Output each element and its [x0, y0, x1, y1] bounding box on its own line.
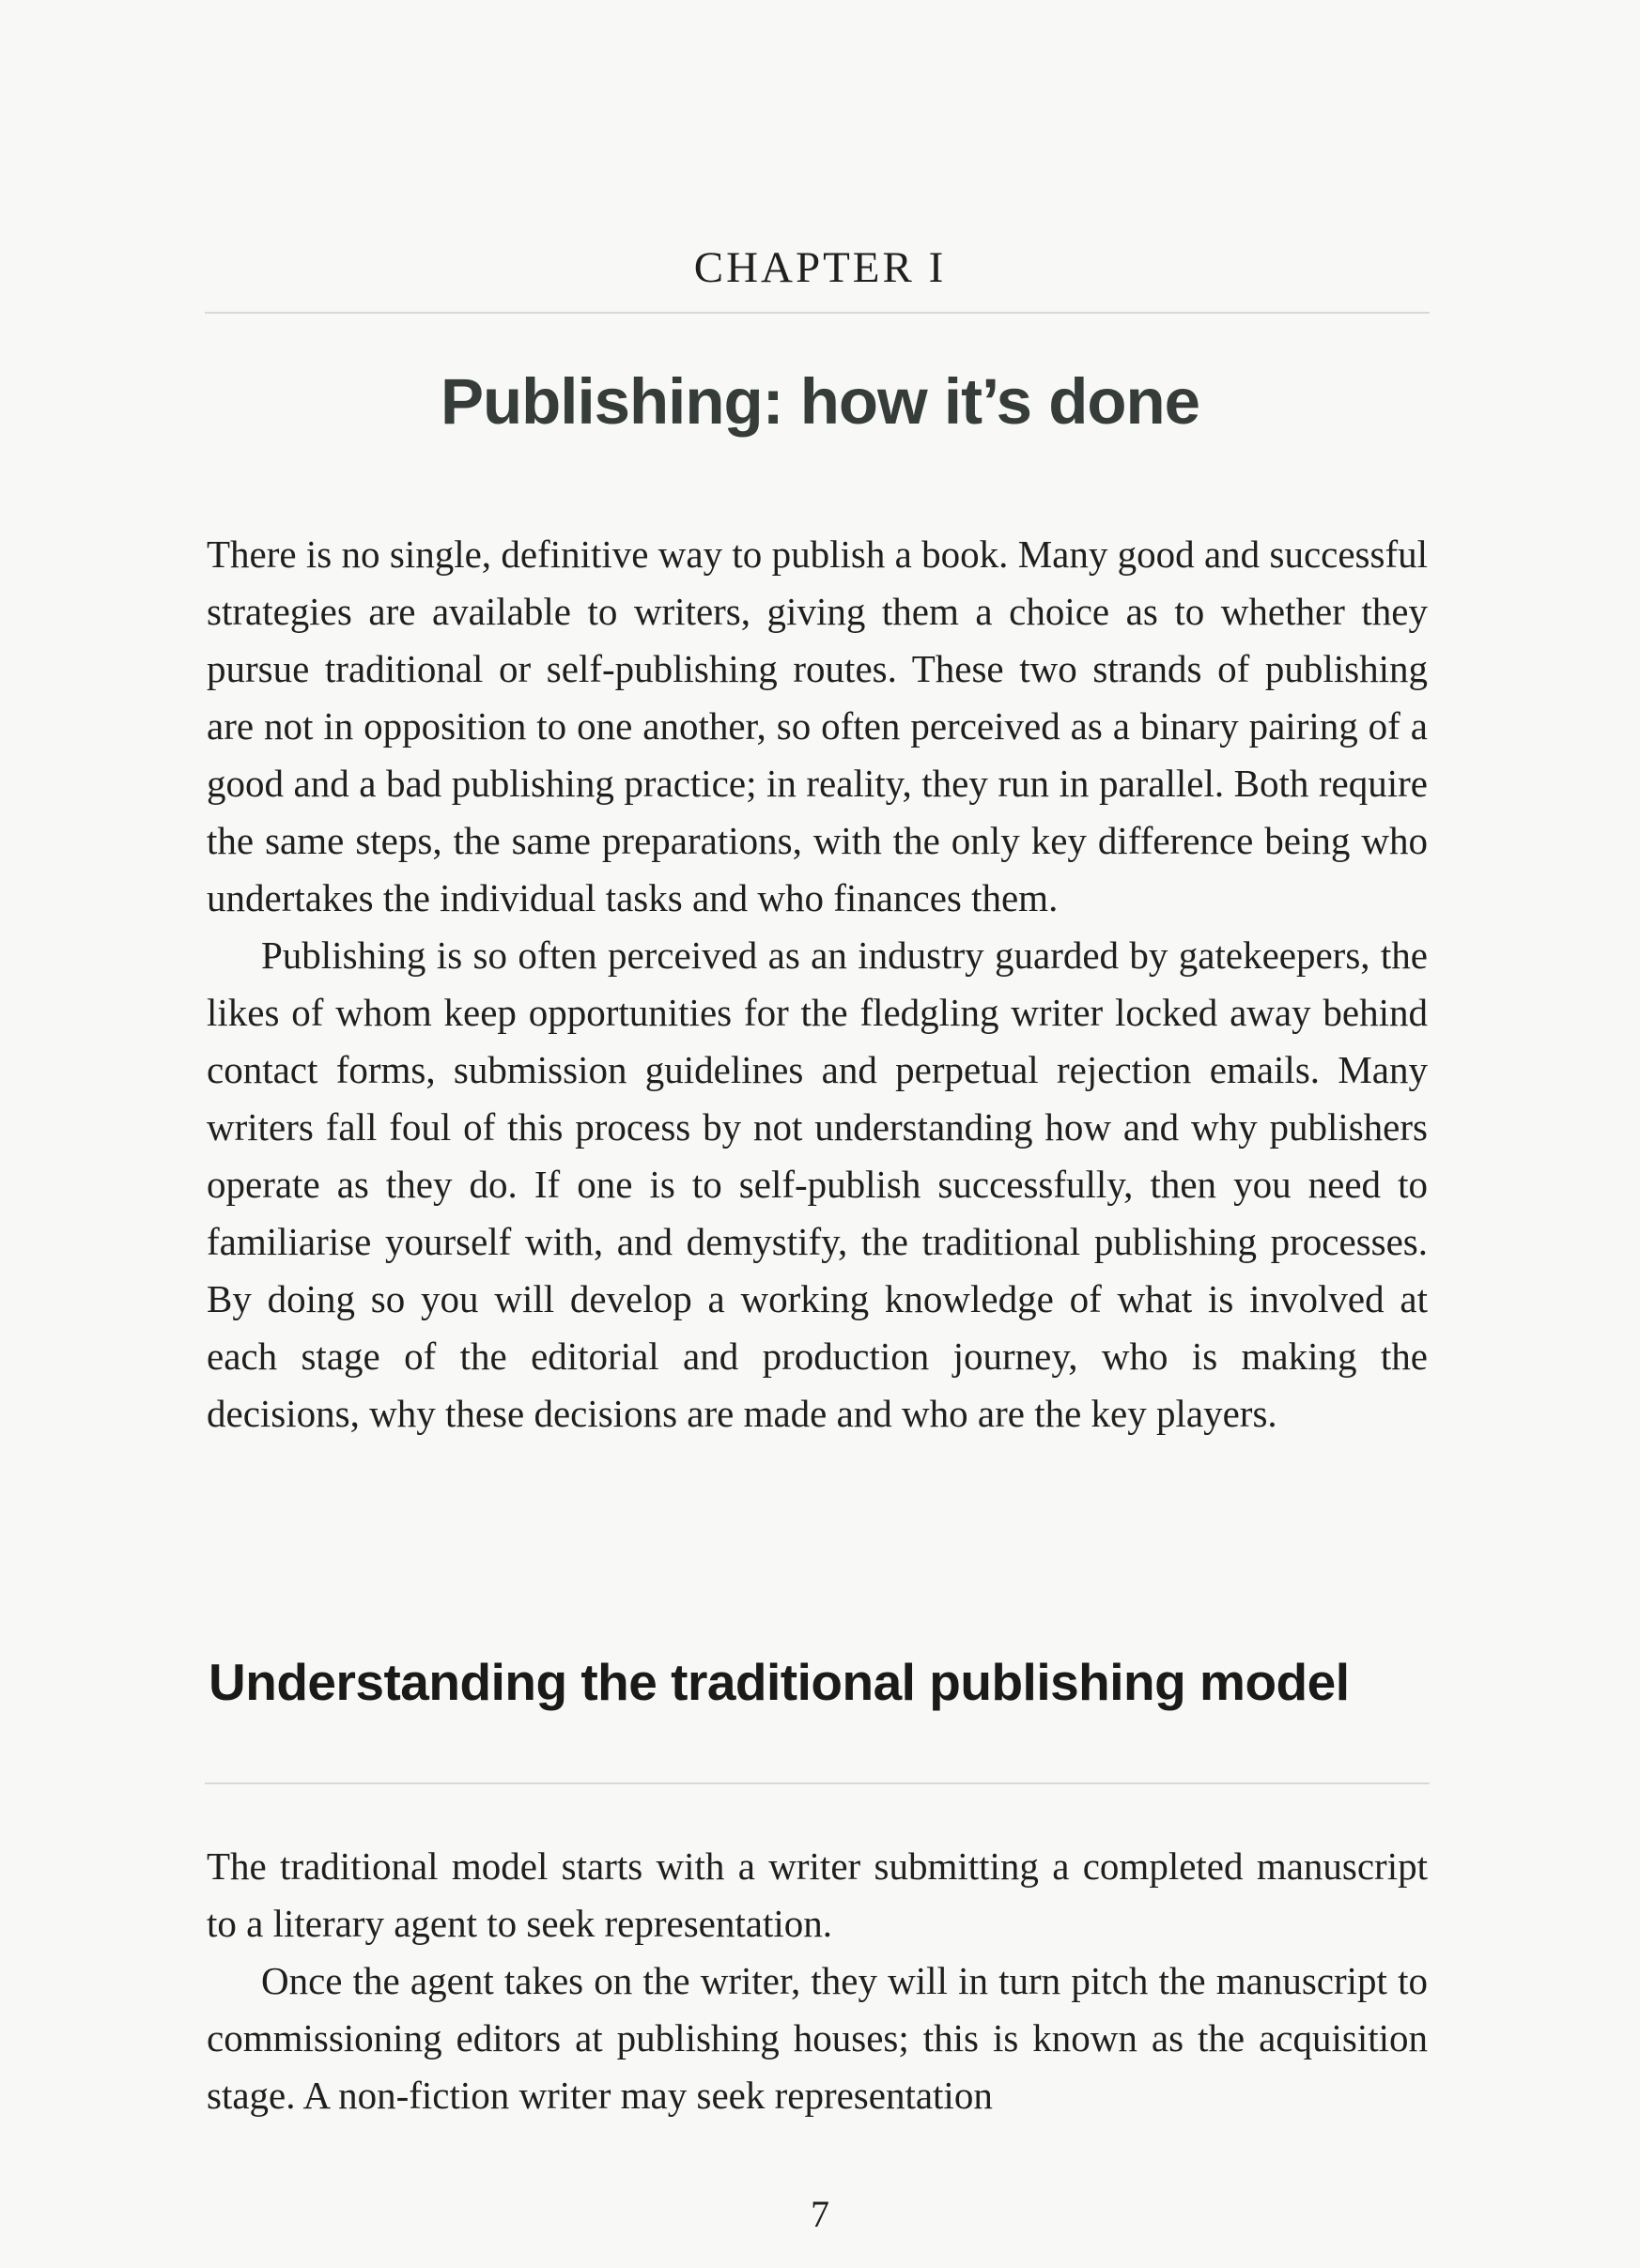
chapter-title: Publishing: how it’s done	[440, 365, 1200, 438]
chapter-label: CHAPTER I	[693, 243, 947, 292]
page-number: 7	[811, 2193, 829, 2235]
section-divider	[205, 1782, 1430, 1784]
intro-paragraph-2: Publishing is so often perceived as an industry guarded by gatekeepers, the likes of whom keep opportunities for the fledgling writer locked away behind contact forms, submission guidelines and perpetual rejection emails. Many writers fall foul of this process by not understanding how and why publishers operate as they do. If one is to self-publish successfully, then you need to familiarise yourself with, and demystify, the traditional publishing processes. By doing so you will develop a working knowledge of what is involved at each stage of the editorial and production journey, who is making the decisions, why these decisions are made and who are the key players.	[207, 933, 1428, 1435]
section-heading: Understanding the traditional publishing model	[209, 1653, 1350, 1711]
intro-paragraph-1: There is no single, definitive way to publish a book. Many good and successful strategies are available to writers, giving them a choice as to whether they pursue traditional or self-publishing routes. These two strands of publishing are not in opposition to one another, so often perceived as a binary pairing of a good and a bad publishing practice; in reality, they run in parallel. Both require the same steps, the same preparations, with the only key difference being who undertakes the individual tasks and who finances them.	[207, 532, 1428, 919]
section-paragraph-1: The traditional model starts with a writer submitting a completed manuscript to a literary agent to seek representation.	[207, 1844, 1428, 1945]
section-text	[207, 1838, 1428, 2124]
section-paragraph-2: Once the agent takes on the writer, they will in turn pitch the manuscript to commissioning editors at publishing houses; this is known as the acquisition stage. A non-fiction writer may seek representation	[207, 1959, 1428, 2117]
intro-text	[207, 526, 1428, 1443]
chapter-divider	[205, 312, 1430, 314]
